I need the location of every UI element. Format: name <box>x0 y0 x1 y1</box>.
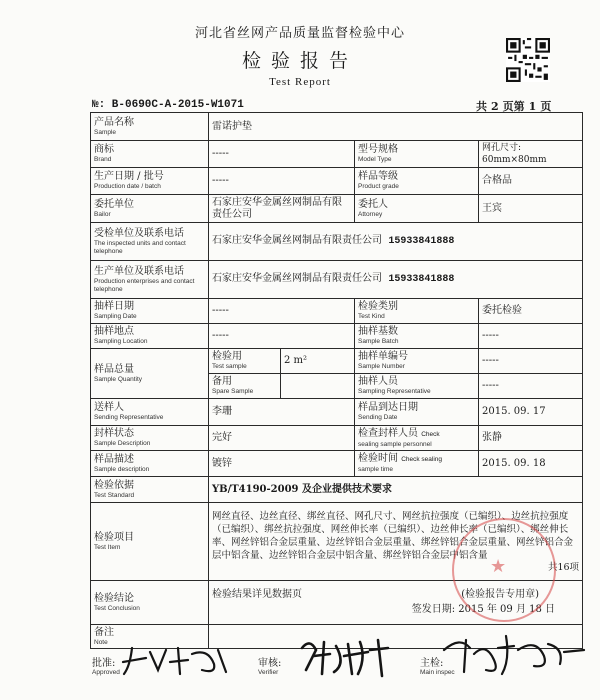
verifier-signature <box>296 634 396 680</box>
row-quantity-a <box>91 349 583 374</box>
label-test-item: 检验项目 Test Item <box>91 503 209 581</box>
issue-date: 签发日期: 2015 年 09 月 18 日 <box>411 604 556 615</box>
value-sample: 雷诺护垫 <box>209 113 583 141</box>
label-test-kind: 检验类别 Test Kind <box>355 299 479 324</box>
label-sending-date: 样品到达日期 Sending Date <box>355 399 479 426</box>
value-brand: ----- <box>209 141 355 168</box>
inspector-signature <box>440 630 590 680</box>
org-name: 河北省丝网产品质量监督检验中心 <box>194 26 405 41</box>
value-sampling-loc: ----- <box>209 324 355 349</box>
label-sampling-date: 抽样日期 Sampling Date <box>91 299 209 324</box>
test-items-count: 共16项 <box>547 561 580 573</box>
label-condition: 封样状态 Sample Description <box>91 426 209 451</box>
row-condition <box>91 426 583 451</box>
approved-signature <box>118 640 238 680</box>
label-inspected: 受检单位及联系电话 The inspected units and contact telephone <box>91 223 209 261</box>
value-bailor: 石家庄安华金属丝网制品有限责任公司 <box>209 195 355 223</box>
row-sample <box>91 113 583 141</box>
value-enterprise <box>209 261 583 299</box>
label-brand: 商标 Brand <box>91 141 209 168</box>
value-check-person: 张静 <box>479 426 583 451</box>
value-test-kind: 委托检验 <box>479 299 583 324</box>
pages-total: 2 <box>491 100 499 113</box>
value-description: 镀锌 <box>209 451 355 477</box>
inspected-phone: 15933841888 <box>388 236 455 247</box>
row-description <box>91 451 583 477</box>
value-sample-batch: ----- <box>479 324 583 349</box>
row-standard <box>91 477 583 503</box>
label-sample-number: 抽样单编号 Sample Number <box>355 349 479 374</box>
value-inspected <box>209 223 583 261</box>
label-attorney: 委托人 Attorney <box>355 195 479 223</box>
report-subtitle: Test Report <box>269 76 331 88</box>
inspected-unit: 石家庄安华金属丝网制品有限责任公司 <box>212 235 382 246</box>
test-items-text: 网丝直径、边丝直径、绑丝直径、网孔尺寸、网丝抗拉强度（已编织）、边丝抗拉强度（已编织）、绑丝抗拉强度、网丝伸长率（已编织）、边丝伸长率（已编织）、绑丝伸长率、网丝锌铝合金层重量、边丝锌铝合金层重量、绑丝锌铝合金层重量、网丝锌铝合金层中铝含量、边丝锌铝合金层中铝含量、绑丝锌铝合金层中铝含量 <box>212 510 574 561</box>
row-sampling-date <box>91 299 583 324</box>
row-bailor <box>91 195 583 223</box>
label-note: 备注 Note <box>91 625 209 649</box>
label-sampling-loc: 抽样地点 Sampling Location <box>91 324 209 349</box>
enterprise-unit: 石家庄安华金属丝网制品有限责任公司 <box>212 273 382 284</box>
row-sampling-loc <box>91 324 583 349</box>
value-standard: YB/T4190-2009 及企业提供技术要求 <box>209 477 583 503</box>
row-inspected <box>91 223 583 261</box>
value-production: ----- <box>209 168 355 195</box>
official-seal-icon: ★ <box>452 518 556 622</box>
label-spare-sample: 备用 Spare Sample <box>209 374 281 399</box>
row-production <box>91 168 583 195</box>
conclusion-text: 检验结果详见数据页 <box>212 589 302 600</box>
label-sampling-rep: 抽样人员 Sampling Representative <box>355 374 479 399</box>
label-grade: 样品等级 Product grade <box>355 168 479 195</box>
label-check-person: 检查封样人员 Check sealing sample personnel <box>355 426 479 451</box>
pages-current: 1 <box>528 100 537 113</box>
label-enterprise: 生产单位及联系电话 Production enterprises and contact telephone <box>91 261 209 299</box>
pages-total-prefix: 共 <box>476 100 487 113</box>
value-sending-date: 2015. 09. 17 <box>479 399 583 426</box>
value-sampling-date: ----- <box>209 299 355 324</box>
label-check-time: 检验时间 Check sealing sample time <box>355 451 479 477</box>
label-production: 生产日期 / 批号 Production date / batch <box>91 168 209 195</box>
label-standard: 检验依据 Test Standard <box>91 477 209 503</box>
value-sampling-rep: ----- <box>479 374 583 399</box>
row-brand <box>91 141 583 168</box>
value-sample-number: ----- <box>479 349 583 374</box>
report-title: 检验报告 <box>241 50 358 72</box>
value-test-sample: 2 m² <box>281 349 355 374</box>
value-grade: 合格品 <box>479 168 583 195</box>
label-conclusion: 检验结论 Test Conclusion <box>91 581 209 625</box>
footer-inspector: 主检: Main inspec <box>420 658 455 676</box>
label-sample-batch: 抽样基数 Sample Batch <box>355 324 479 349</box>
footer-approved: 批准: Approved <box>92 658 120 676</box>
label-sending-rep: 送样人 Sending Representative <box>91 399 209 426</box>
value-condition: 完好 <box>209 426 355 451</box>
row-enterprise <box>91 261 583 299</box>
footer-verifier: 审核: Verifier <box>258 658 282 676</box>
label-quantity: 样品总量 Sample Quantity <box>91 349 209 399</box>
row-sending <box>91 399 583 426</box>
label-model: 型号规格 Model Type <box>355 141 479 168</box>
value-sending-rep: 李珊 <box>209 399 355 426</box>
label-bailor: 委托单位 Bailor <box>91 195 209 223</box>
value-check-time: 2015. 09. 18 <box>479 451 583 477</box>
report-number: №: B-0690C-A-2015-W1071 <box>92 99 244 111</box>
pages-current-suffix: 页 <box>540 100 552 113</box>
value-attorney: 王宾 <box>479 195 583 223</box>
pages-total-suffix: 页第 <box>502 100 525 113</box>
value-model: 网孔尺寸: 60mm×80mm <box>479 141 583 168</box>
conclusion-stamp-label: (检验报告专用章) <box>461 589 540 600</box>
label-test-sample: 检验用 Test sample <box>209 349 281 374</box>
value-spare-sample <box>281 374 355 399</box>
enterprise-phone: 15933841888 <box>388 274 455 285</box>
label-sample: 产品名称 Sample <box>91 113 209 141</box>
qr-code-icon <box>506 38 550 82</box>
label-description: 样品描述 Sample description <box>91 451 209 477</box>
